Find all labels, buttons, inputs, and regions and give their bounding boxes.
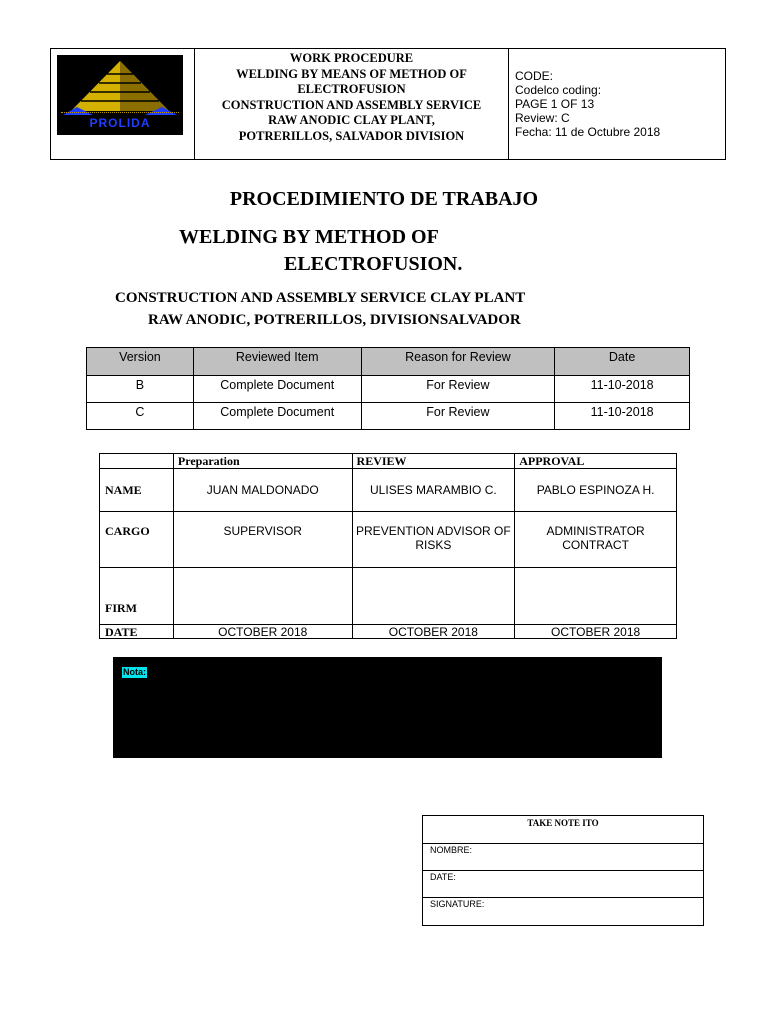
name-cell: ULISES MARAMBIO C.: [352, 469, 515, 512]
date-cell: OCTOBER 2018: [515, 625, 677, 639]
reason-cell: For Review: [361, 403, 555, 430]
approval-header: APPROVAL: [515, 454, 677, 469]
preparation-header: Preparation: [173, 454, 352, 469]
subtitle-line-1: WELDING BY METHOD OF: [179, 226, 439, 248]
reviewed-item-cell: Complete Document: [193, 376, 361, 403]
company-logo: [57, 55, 183, 135]
row-label: FIRM: [100, 568, 174, 625]
empty-header-cell: [100, 454, 174, 469]
signature-cell: [173, 568, 352, 625]
document-header: [50, 48, 726, 160]
take-note-title: TAKE NOTE ITO: [423, 816, 703, 844]
cargo-cell: SUPERVISOR: [173, 512, 352, 568]
table-row: [87, 376, 690, 403]
header-title: [195, 49, 509, 159]
table-row: [100, 512, 677, 568]
version-cell: B: [87, 376, 194, 403]
cargo-cell: PREVENTION ADVISOR OF RISKS: [352, 512, 515, 568]
version-cell: C: [87, 403, 194, 430]
subtitle-line-2: ELECTROFUSION.: [284, 253, 463, 275]
logo-cell: [51, 49, 195, 159]
page-count: PAGE 1 OF 13: [515, 97, 595, 111]
review-header: REVIEW: [352, 454, 515, 469]
version-table: [86, 347, 690, 430]
signature-cell: [515, 568, 677, 625]
codelco-coding: Codelco coding:: [515, 83, 602, 97]
column-header: Reason for Review: [361, 348, 555, 376]
row-label: DATE: [100, 625, 174, 639]
nota-box: [113, 657, 662, 758]
take-note-field: NOMBRE:: [423, 844, 703, 871]
review-label: Review: C: [515, 111, 570, 125]
header-title-line: CONSTRUCTION AND ASSEMBLY SERVICE: [221, 97, 482, 112]
reason-cell: For Review: [361, 376, 555, 403]
logo-divider: [61, 112, 179, 115]
name-cell: PABLO ESPINOZA H.: [515, 469, 677, 512]
header-code-info: [509, 49, 725, 159]
page-title: PROCEDIMIENTO DE TRABAJO: [229, 188, 539, 210]
date-cell: 11-10-2018: [555, 403, 690, 430]
take-note-field: DATE:: [423, 871, 703, 898]
cargo-cell: ADMINISTRATOR CONTRACT: [515, 512, 677, 568]
table-row: [100, 469, 677, 512]
nota-label: Nota:: [123, 667, 146, 677]
description-line-1: CONSTRUCTION AND ASSEMBLY SERVICE CLAY PLANT: [115, 290, 526, 306]
header-title-line: WELDING BY MEANS OF METHOD OF: [236, 66, 467, 81]
table-row: [100, 568, 677, 625]
name-cell: JUAN MALDONADO: [173, 469, 352, 512]
take-note-box: [422, 815, 704, 926]
header-title-line: ELECTROFUSION: [297, 82, 406, 96]
header-title-line: POTRERILLOS, SALVADOR DIVISION: [238, 128, 465, 143]
column-header: Version: [87, 348, 194, 376]
table-row: [100, 625, 677, 639]
take-note-field: SIGNATURE:: [430, 899, 485, 909]
row-label: CARGO: [100, 512, 174, 568]
reviewed-item-cell: Complete Document: [193, 403, 361, 430]
date-cell: OCTOBER 2018: [352, 625, 515, 639]
header-title-line: WORK PROCEDURE: [289, 51, 414, 65]
signature-cell: [352, 568, 515, 625]
date-cell: OCTOBER 2018: [173, 625, 352, 639]
logo-text: PROLIDA: [89, 116, 151, 130]
date-label: Fecha: 11 de Octubre 2018: [515, 125, 661, 139]
approval-table: [99, 453, 677, 639]
code-label: CODE:: [515, 69, 554, 83]
header-title-line: RAW ANODIC CLAY PLANT,: [268, 113, 435, 127]
date-cell: 11-10-2018: [555, 376, 690, 403]
version-table-header: [87, 348, 690, 376]
table-row: [87, 403, 690, 430]
column-header: Reviewed Item: [193, 348, 361, 376]
approval-header-row: [100, 454, 677, 469]
description-line-2: RAW ANODIC, POTRERILLOS, DIVISIONSALVADOR: [148, 312, 521, 328]
column-header: Date: [555, 348, 690, 376]
row-label: NAME: [100, 469, 174, 512]
